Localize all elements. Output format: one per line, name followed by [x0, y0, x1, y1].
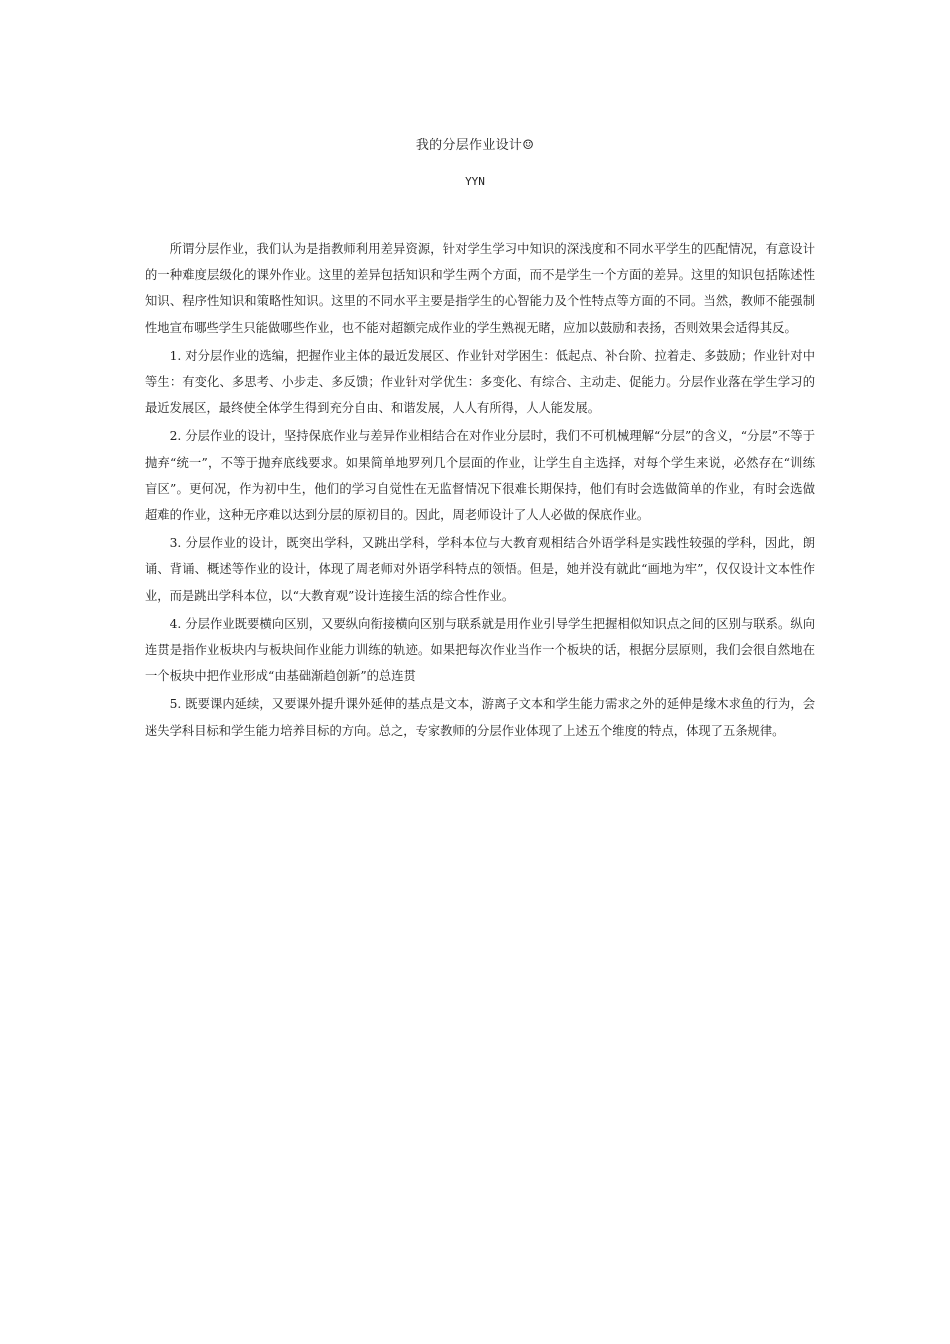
document-author: YYN [465, 175, 485, 188]
point-2-paragraph: 2. 分层作业的设计，坚持保底作业与差异作业相结合在对作业分层时，我们不可机械理解“分层”的含义，“分层”不等于抛弃“统一”，不等于抛弃底线要求。如果简单地罗列几个层面的作业，让学生自主选择，对每个学生来说，必然存在“训练盲区”。更何况，作为初中生，他们的学习自觉性在无监督情况下很难长期保持，他们有时会选做简单的作业，有时会选做超难的作业，这种无序难以达到分层的原初目的。因此，周老师设计了人人必做的保底作业。 [145, 429, 815, 523]
point-1-paragraph: 1. 对分层作业的选编，把握作业主体的最近发展区、作业针对学困生：低起点、补台阶、拉着走、多鼓励；作业针对中等生：有变化、多思考、小步走、多反馈；作业针对学优生：多变化、有综合、主动走、促能力。分层作业落在学生学习的最近发展区，最终使全体学生得到充分自由、和谐发展，人人有所得，人人能发展。 [145, 348, 815, 416]
document-title: 我的分层作业设计☺ [415, 138, 535, 153]
document-body [145, 236, 815, 748]
point-3-paragraph: 3. 分层作业的设计，既突出学科，又跳出学科，学科本位与大教育观相结合外语学科是实践性较强的学科，因此，朗诵、背诵、概述等作业的设计，体现了周老师对外语学科特点的领悟。但是，她并没有就此“画地为牢”，仅仅设计文本性作业，而是跳出学科本位，以“大教育观”设计连接生活的综合性作业。 [145, 536, 815, 603]
point-5-paragraph: 5. 既要课内延续，又要课外提升课外延伸的基点是文本，游离子文本和学生能力需求之外的延伸是缘木求鱼的行为，会迷失学科目标和学生能力培养目标的方向。总之，专家教师的分层作业体现了上述五个维度的特点，体现了五条规律。 [145, 697, 815, 738]
intro-paragraph: 所谓分层作业，我们认为是指教师利用差异资源，针对学生学习中知识的深浅度和不同水平学生的匹配情况，有意设计的一种难度层级化的课外作业。这里的差异包括知识和学生两个方面，而不是学生一个方面的差异。这里的知识包括陈述性知识、程序性知识和策略性知识。这里的不同水平主要是指学生的心智能力及个性特点等方面的不同。当然，教师不能强制性地宣布哪些学生只能做哪些作业，也不能对超额完成作业的学生熟视无睹，应加以鼓励和表扬，否则效果会适得其反。 [145, 242, 815, 335]
point-4-paragraph: 4. 分层作业既要横向区别，又要纵向衔接横向区别与联系就是用作业引导学生把握相似知识点之间的区别与联系。纵向连贯是指作业板块内与板块间作业能力训练的轨迹。如果把每次作业当作一个板块的话，根据分层原则，我们会很自然地在一个板块中把作业形成“由基础渐趋创新”的总连贯 [145, 616, 815, 684]
